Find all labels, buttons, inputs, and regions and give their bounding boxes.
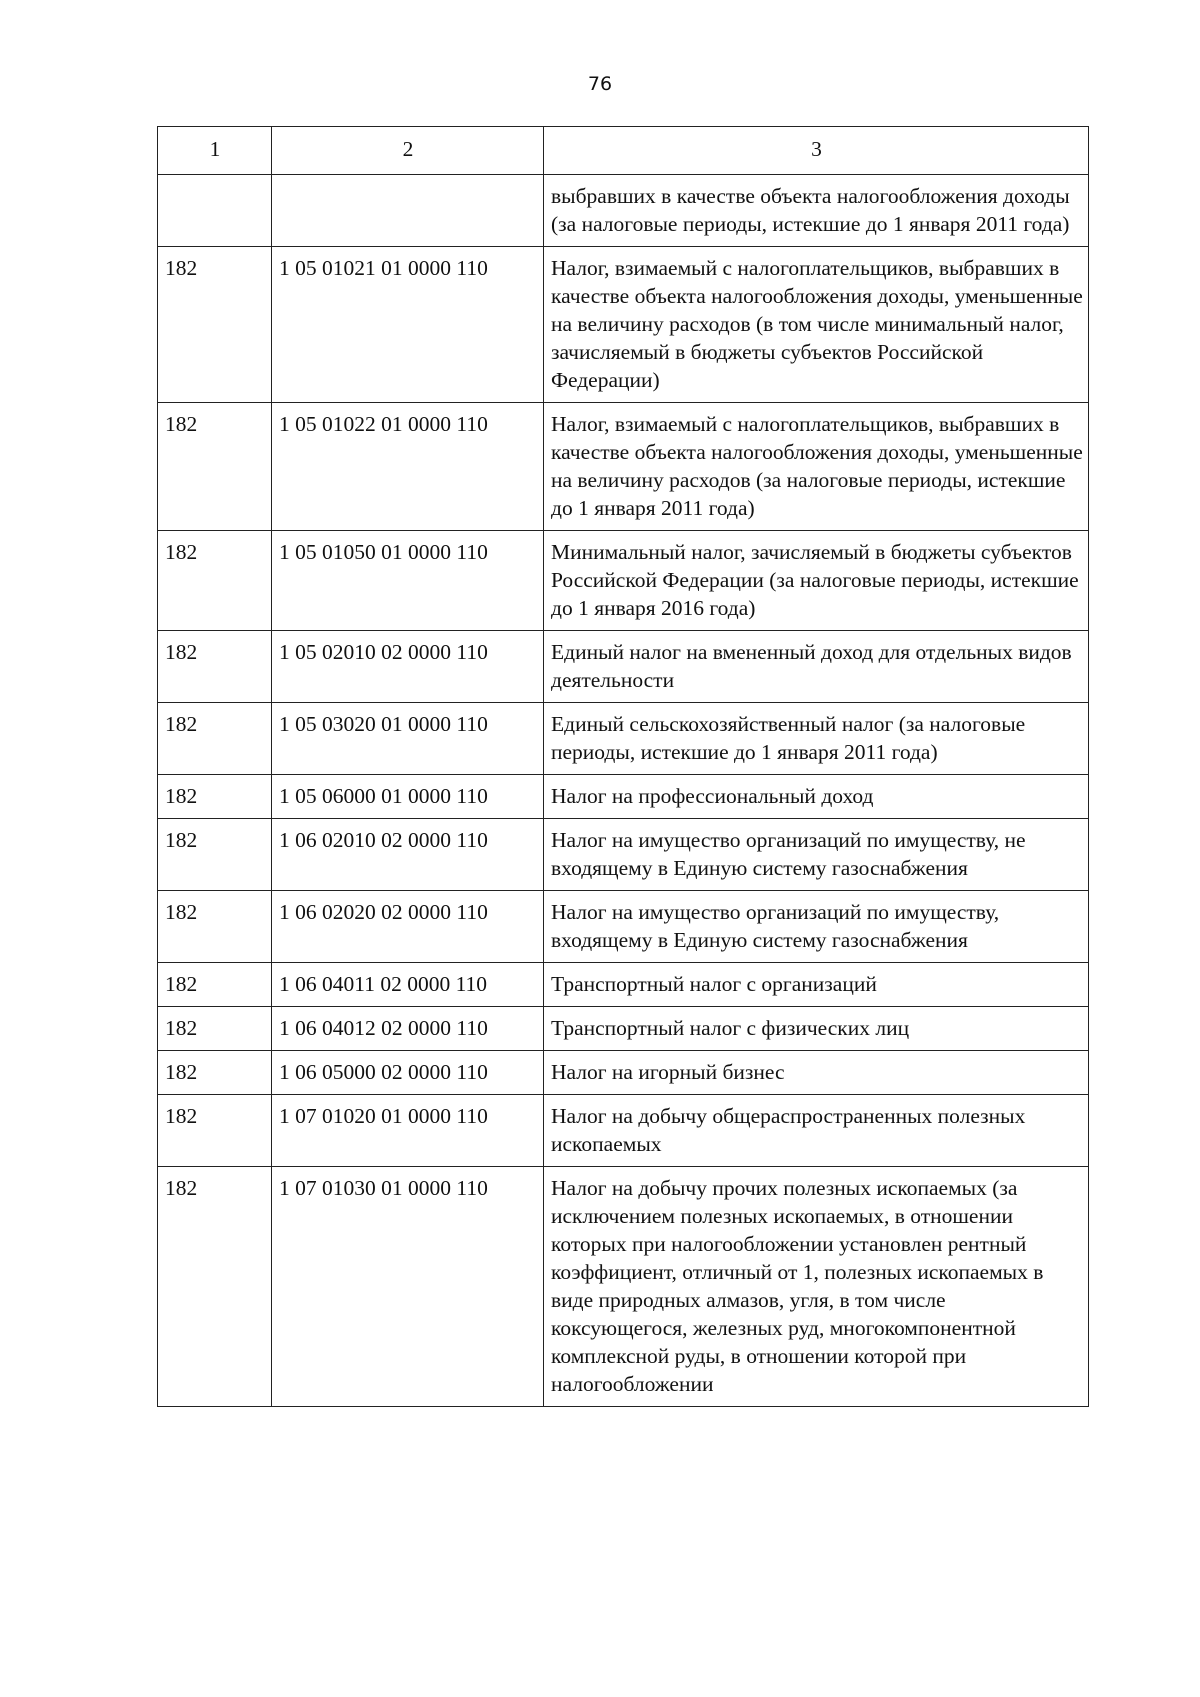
table-row	[158, 891, 1089, 963]
table-row	[158, 631, 1089, 703]
budget-code-cell: 1 07 01030 01 0000 110	[272, 1167, 544, 1407]
table-row	[158, 703, 1089, 775]
budget-code-cell: 1 06 04011 02 0000 110	[272, 963, 544, 1007]
column-header-1: 1	[158, 127, 272, 175]
admin-code-cell: 182	[158, 819, 272, 891]
admin-code-cell	[158, 175, 272, 247]
admin-code-cell: 182	[158, 1095, 272, 1167]
revenue-name-cell: Минимальный налог, зачисляемый в бюджеты субъектов Российской Федерации (за налоговые периоды, истекшие до 1 января 2016 года)	[544, 531, 1089, 631]
budget-code-cell: 1 05 01022 01 0000 110	[272, 403, 544, 531]
column-header-3: 3	[544, 127, 1089, 175]
table-row	[158, 1095, 1089, 1167]
table-row	[158, 1007, 1089, 1051]
table-row	[158, 175, 1089, 247]
admin-code-cell: 182	[158, 403, 272, 531]
revenue-name-cell: Налог, взимаемый с налогоплательщиков, выбравших в качестве объекта налогообложения доходы, уменьшенные на величину расходов (за налоговые периоды, истекшие до 1 января 2011 года)	[544, 403, 1089, 531]
budget-code-cell: 1 06 04012 02 0000 110	[272, 1007, 544, 1051]
admin-code-cell: 182	[158, 963, 272, 1007]
budget-code-cell: 1 05 02010 02 0000 110	[272, 631, 544, 703]
table-row	[158, 531, 1089, 631]
revenue-name-cell: Налог на имущество организаций по имуществу, не входящему в Единую систему газоснабжения	[544, 819, 1089, 891]
revenue-name-cell: Транспортный налог с физических лиц	[544, 1007, 1089, 1051]
budget-code-cell: 1 05 01021 01 0000 110	[272, 247, 544, 403]
revenue-name-cell: Транспортный налог с организаций	[544, 963, 1089, 1007]
revenue-name-cell: выбравших в качестве объекта налогообложения доходы (за налоговые периоды, истекшие до 1 января 2011 года)	[544, 175, 1089, 247]
revenue-codes-table	[157, 126, 1089, 1407]
revenue-name-cell: Налог на профессиональный доход	[544, 775, 1089, 819]
admin-code-cell: 182	[158, 1007, 272, 1051]
admin-code-cell: 182	[158, 891, 272, 963]
table-row	[158, 775, 1089, 819]
budget-code-cell: 1 05 03020 01 0000 110	[272, 703, 544, 775]
admin-code-cell: 182	[158, 775, 272, 819]
revenue-name-cell: Единый налог на вмененный доход для отдельных видов деятельности	[544, 631, 1089, 703]
table-row	[158, 963, 1089, 1007]
admin-code-cell: 182	[158, 631, 272, 703]
revenue-name-cell: Налог на добычу общераспространенных полезных ископаемых	[544, 1095, 1089, 1167]
table-row	[158, 1167, 1089, 1407]
revenue-name-cell: Единый сельскохозяйственный налог (за налоговые периоды, истекшие до 1 января 2011 года)	[544, 703, 1089, 775]
revenue-name-cell: Налог, взимаемый с налогоплательщиков, выбравших в качестве объекта налогообложения доходы, уменьшенные на величину расходов (в том числе минимальный налог, зачисляемый в бюджеты субъектов Российской Федерации)	[544, 247, 1089, 403]
table-row	[158, 819, 1089, 891]
page-number: 76	[587, 73, 613, 95]
column-header-2: 2	[272, 127, 544, 175]
table-row	[158, 247, 1089, 403]
budget-code-cell: 1 06 05000 02 0000 110	[272, 1051, 544, 1095]
admin-code-cell: 182	[158, 1167, 272, 1407]
admin-code-cell: 182	[158, 531, 272, 631]
admin-code-cell: 182	[158, 703, 272, 775]
admin-code-cell: 182	[158, 1051, 272, 1095]
budget-code-cell	[272, 175, 544, 247]
budget-code-cell: 1 06 02020 02 0000 110	[272, 891, 544, 963]
table-row	[158, 1051, 1089, 1095]
budget-code-cell: 1 05 01050 01 0000 110	[272, 531, 544, 631]
table-row	[158, 403, 1089, 531]
budget-code-cell: 1 07 01020 01 0000 110	[272, 1095, 544, 1167]
revenue-name-cell: Налог на игорный бизнес	[544, 1051, 1089, 1095]
revenue-name-cell: Налог на имущество организаций по имуществу, входящему в Единую систему газоснабжения	[544, 891, 1089, 963]
table-header-row	[158, 127, 1089, 175]
admin-code-cell: 182	[158, 247, 272, 403]
revenue-name-cell: Налог на добычу прочих полезных ископаемых (за исключением полезных ископаемых, в отношении которых при налогообложении установлен рентный коэффициент, отличный от 1, полезных ископаемых в виде природных алмазов, угля, в том числе коксующегося, железных руд, многокомпонентной комплексной руды, в отношении которой при налогообложении	[544, 1167, 1089, 1407]
budget-code-cell: 1 06 02010 02 0000 110	[272, 819, 544, 891]
budget-code-cell: 1 05 06000 01 0000 110	[272, 775, 544, 819]
